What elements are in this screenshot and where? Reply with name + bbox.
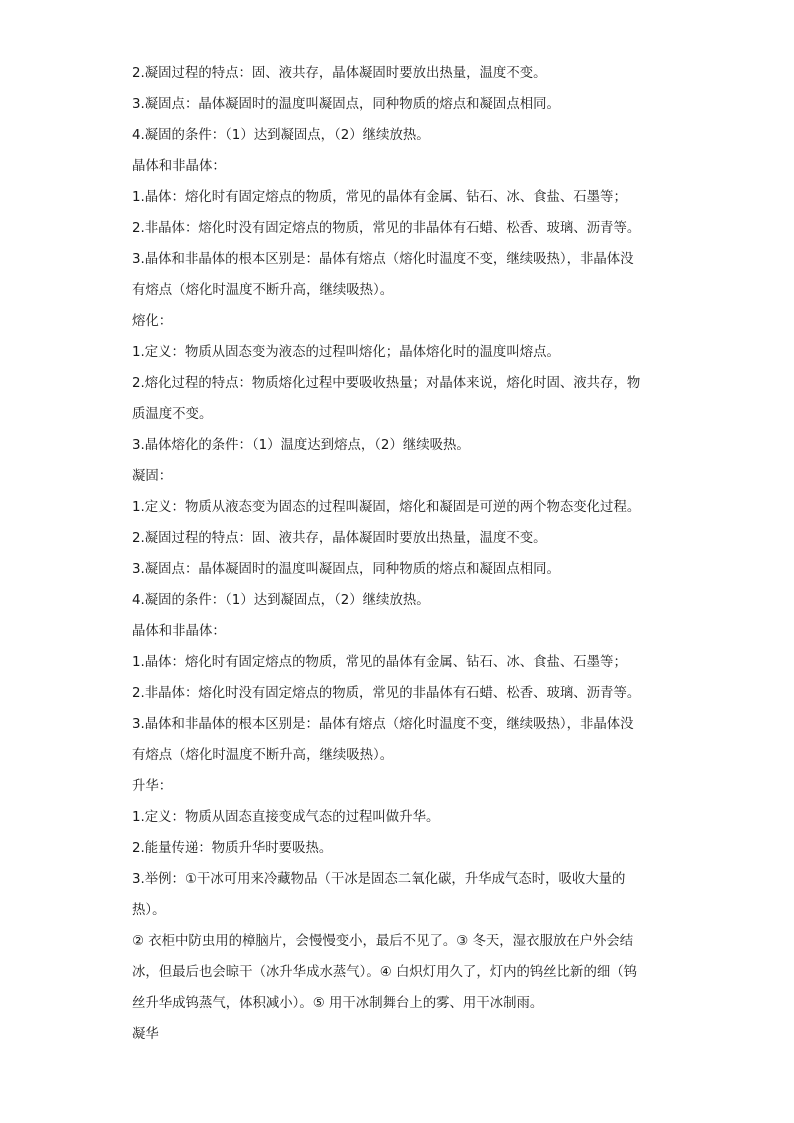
text-line: 3.凝固点：晶体凝固时的温度叫凝固点，同种物质的熔点和凝固点相同。 bbox=[132, 97, 560, 112]
text-line: 4.凝固的条件：（1）达到凝固点，（2）继续放热。 bbox=[132, 128, 430, 143]
text-line: 丝升华成钨蒸气，体积减小）。⑤ 用干冰制舞台上的雾、用干冰制雨。 bbox=[132, 996, 544, 1011]
text-line: 3.凝固点：晶体凝固时的温度叫凝固点，同种物质的熔点和凝固点相同。 bbox=[132, 562, 560, 577]
text-line: 2.凝固过程的特点：固、液共存，晶体凝固时要放出热量，温度不变。 bbox=[132, 66, 547, 81]
text-line: 1.定义：物质从固态直接变成气态的过程叫做升华。 bbox=[132, 810, 440, 825]
text-line: 有熔点（熔化时温度不断升高，继续吸热）。 bbox=[132, 283, 394, 298]
text-line: 热）。 bbox=[132, 903, 166, 918]
text-line: 2.能量传递：物质升华时要吸热。 bbox=[132, 841, 333, 856]
text-line: 1.晶体：熔化时有固定熔点的物质，常见的晶体有金属、钻石、冰、食盐、石墨等； bbox=[132, 655, 627, 670]
text-line: 3.举例：①干冰可用来冷藏物品（干冰是固态二氧化碳，升华成气态时，吸收大量的 bbox=[132, 872, 626, 887]
section-heading: 晶体和非晶体： bbox=[132, 624, 226, 639]
section-heading: 凝固： bbox=[132, 469, 173, 484]
text-line: 有熔点（熔化时温度不断升高，继续吸热）。 bbox=[132, 748, 394, 763]
text-line: 3.晶体熔化的条件：（1）温度达到熔点，（2）继续吸热。 bbox=[132, 438, 470, 453]
text-line: 4.凝固的条件：（1）达到凝固点，（2）继续放热。 bbox=[132, 593, 430, 608]
text-line: 1.晶体：熔化时有固定熔点的物质，常见的晶体有金属、钻石、冰、食盐、石墨等； bbox=[132, 190, 627, 205]
text-line: 3.晶体和非晶体的根本区别是：晶体有熔点（熔化时温度不变，继续吸热），非晶体没 bbox=[132, 252, 634, 267]
text-line: 2.熔化过程的特点：物质熔化过程中要吸收热量；对晶体来说，熔化时固、液共存，物 bbox=[132, 376, 641, 391]
text-line: 3.晶体和非晶体的根本区别是：晶体有熔点（熔化时温度不变，继续吸热），非晶体没 bbox=[132, 717, 634, 732]
section-heading: 晶体和非晶体： bbox=[132, 159, 226, 174]
text-line: 冰，但最后也会晾干（冰升华成水蒸气）。④ 白炽灯用久了，灯内的钨丝比新的细（钨 bbox=[132, 965, 638, 980]
text-line: 2.凝固过程的特点：固、液共存，晶体凝固时要放出热量，温度不变。 bbox=[132, 531, 547, 546]
section-heading: 熔化： bbox=[132, 314, 173, 329]
text-line: 1.定义：物质从液态变为固态的过程叫凝固，熔化和凝固是可逆的两个物态变化过程。 bbox=[132, 500, 641, 515]
document-body bbox=[132, 63, 672, 1055]
text-line: 2.非晶体：熔化时没有固定熔点的物质，常见的非晶体有石蜡、松香、玻璃、沥青等。 bbox=[132, 221, 641, 236]
text-line: 质温度不变。 bbox=[132, 407, 213, 422]
text-line: ② 衣柜中防虫用的樟脑片，会慢慢变小，最后不见了。③ 冬天，湿衣服放在户外会结 bbox=[132, 934, 634, 949]
section-heading: 凝华 bbox=[132, 1027, 159, 1042]
text-line: 1.定义：物质从固态变为液态的过程叫熔化；晶体熔化时的温度叫熔点。 bbox=[132, 345, 560, 360]
text-line: 2.非晶体：熔化时没有固定熔点的物质，常见的非晶体有石蜡、松香、玻璃、沥青等。 bbox=[132, 686, 641, 701]
section-heading: 升华： bbox=[132, 779, 173, 794]
